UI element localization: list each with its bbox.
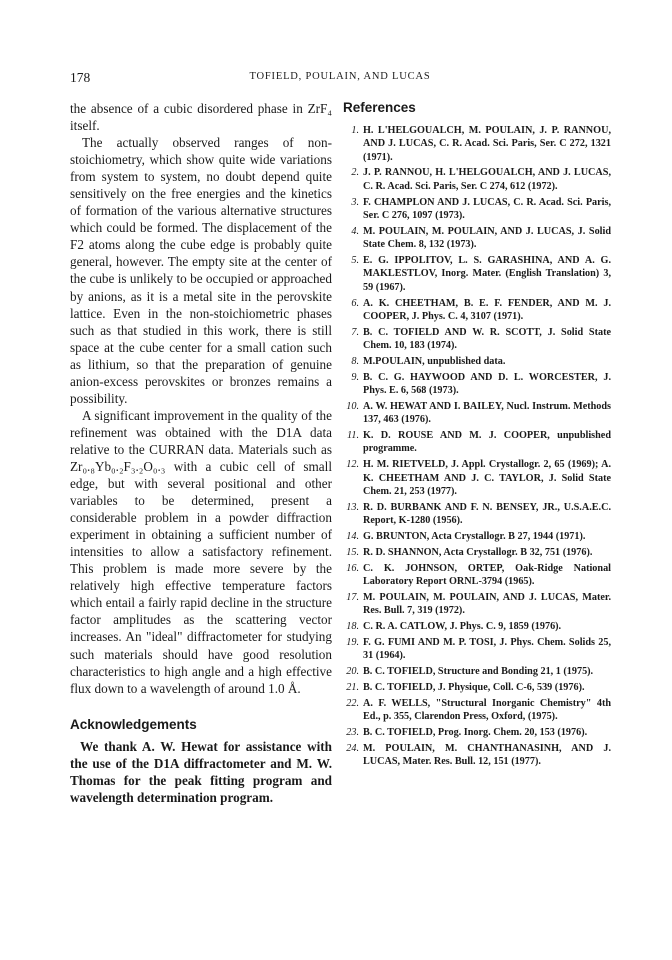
reference-text: F. G. FUMI AND M. P. TOSI, J. Phys. Chem. Solids 25, 31 (1964). — [363, 637, 611, 662]
reference-item — [343, 501, 611, 528]
reference-text: G. BRUNTON, Acta Crystallogr. B 27, 1944 (1971). — [363, 531, 586, 543]
reference-item — [343, 297, 611, 324]
reference-item — [343, 591, 611, 618]
reference-item — [343, 371, 611, 398]
references-heading: References — [343, 100, 416, 115]
reference-number: 5. — [351, 255, 359, 267]
reference-text: B. C. TOFIELD, J. Physique, Coll. C-6, 539 (1976). — [363, 682, 585, 694]
acknowledgements-text: We thank A. W. Hewat for assistance with the use of the D1A diffractometer and M. W. Thomas for the peak fitting program and wavelength determination program. — [70, 738, 332, 805]
reference-text: C. R. A. CATLOW, J. Phys. C. 9, 1859 (1976). — [363, 621, 562, 633]
page-header — [70, 70, 610, 90]
left-column — [70, 100, 332, 806]
reference-item — [343, 726, 611, 739]
reference-item — [343, 620, 611, 633]
reference-number: 1. — [351, 125, 359, 136]
reference-item — [343, 400, 611, 427]
reference-text: R. D. BURBANK AND F. N. BENSEY, JR., U.S.A.E.C. Report, K-1280 (1956). — [363, 501, 611, 527]
reference-text: M. POULAIN, M. POULAIN, AND J. LUCAS, J. Solid State Chem. 8, 132 (1973). — [363, 225, 611, 251]
reference-number: 9. — [351, 371, 359, 383]
reference-text: M.POULAIN, unpublished data. — [363, 355, 506, 367]
reference-item — [343, 124, 611, 164]
reference-item — [343, 636, 611, 663]
reference-number: 24. — [346, 743, 359, 755]
references-list — [343, 124, 611, 769]
reference-item — [343, 196, 611, 223]
reference-item — [343, 326, 611, 353]
reference-item — [343, 355, 611, 368]
reference-number: 18. — [346, 621, 359, 633]
body-paragraph-3: A significant improvement in the quality of the refinement was obtained with the D1A data relative to the CURRAN data. Materials such as Zr₀.₈Yb₀.₂F₃.₂O₀.₃ with a cubic cell of small edge, but with several positional and other variables to be determined, present a considerable problem in a powder diffraction experiment in obtaining a sufficient number of intensities to allow a satisfactory refinement. This problem is made more severe by the relatively high effective temperature factors which entail a fairly rapid decline in the structure factor amplitudes as the scattering vector increases. An "ideal" diffractometer for studying such materials should have good resolution characteristics to high angle and a high effective flux down to a wavelength of around 1.0 Å. — [70, 407, 332, 696]
reference-number: 20. — [346, 666, 359, 678]
reference-item — [343, 254, 611, 294]
reference-number: 17. — [346, 592, 359, 603]
reference-number: 3. — [351, 196, 359, 208]
reference-text: C. K. JOHNSON, ORTEP, Oak-Ridge National Laboratory Report ORNL-3794 (1965). — [363, 562, 611, 588]
reference-text: H. L'HELGOUALCH, M. POULAIN, J. P. RANNOU, AND J. LUCAS, C. R. Acad. Sci. Paris, Ser. C 272, 1321 (1971). — [363, 125, 611, 163]
reference-text: B. C. TOFIELD, Prog. Inorg. Chem. 20, 153 (1976). — [363, 727, 588, 739]
reference-item — [343, 429, 611, 456]
reference-text: B. C. TOFIELD AND W. R. SCOTT, J. Solid State Chem. 10, 183 (1974). — [363, 326, 611, 352]
reference-number: 8. — [351, 355, 359, 367]
reference-number: 7. — [351, 326, 359, 338]
reference-item — [343, 681, 611, 694]
reference-text: A. F. WELLS, "Structural Inorganic Chemistry" 4th Ed., p. 355, Clarendon Press, Oxford, (1975). — [363, 698, 611, 723]
body-paragraph-1: the absence of a cubic disordered phase in ZrF₄ itself. — [70, 101, 332, 134]
reference-item — [343, 562, 611, 589]
reference-number: 15. — [346, 546, 359, 558]
reference-item — [343, 742, 611, 769]
reference-number: 10. — [346, 400, 359, 412]
page-number: 178 — [70, 70, 91, 85]
reference-number: 19. — [346, 637, 359, 649]
reference-number: 13. — [346, 501, 359, 513]
reference-text: K. D. ROUSE AND M. J. COOPER, unpublished programme. — [363, 430, 611, 455]
reference-item — [343, 546, 611, 559]
reference-item — [343, 530, 611, 543]
reference-text: B. C. G. HAYWOOD AND D. L. WORCESTER, J. Phys. E. 6, 568 (1973). — [363, 371, 611, 397]
reference-text: M. POULAIN, M. CHANTHANASINH, AND J. LUCAS, Mater. Res. Bull. 12, 151 (1977). — [363, 743, 611, 768]
reference-text: B. C. TOFIELD, Structure and Bonding 21, 1 (1975). — [363, 666, 594, 678]
reference-number: 2. — [351, 167, 359, 179]
acknowledgements-heading: Acknowledgements — [70, 716, 197, 732]
reference-text: M. POULAIN, M. POULAIN, AND J. LUCAS, Mater. Res. Bull. 7, 319 (1972). — [363, 592, 611, 617]
reference-number: 14. — [346, 531, 359, 543]
running-head: TOFIELD, POULAIN, AND LUCAS — [249, 71, 431, 82]
reference-text: F. CHAMPLON AND J. LUCAS, C. R. Acad. Sci. Paris, Ser. C 276, 1097 (1973). — [363, 196, 611, 221]
reference-item — [343, 458, 611, 498]
reference-item — [343, 166, 611, 193]
reference-text: J. P. RANNOU, H. L'HELGOUALCH, AND J. LUCAS, C. R. Acad. Sci. Paris, Ser. C 274, 612 (1972). — [363, 167, 611, 192]
body-paragraph-2: The actually observed ranges of non-stoichiometry, which show quite wide variations from system to system, no doubt depend quite sensitively on the free energies and the kinetics of formation of the various alternative structures which could be formed. The displacement of the F2 atoms along the cube edge is probably quite general, however. The empty site at the center of the cube is unlikely to be occupied or approached by anions, as it is a metal site in the perovskite lattice. Even in the non-stoichiometric phases such as that studied in this work, there is still space at the cube center for a small cation such as lithium, so that the preparation of genuine anion-excess perovskites or bronzes remains a possibility. — [70, 135, 332, 406]
reference-number: 11. — [347, 430, 359, 442]
reference-item — [343, 697, 611, 724]
reference-text: A. K. CHEETHAM, B. E. F. FENDER, AND M. J. COOPER, J. Phys. C. 4, 3107 (1971). — [363, 297, 611, 322]
reference-number: 4. — [351, 225, 359, 237]
reference-text: E. G. IPPOLITOV, L. S. GARASHINA, AND A. G. MAKLESTLOV, Inorg. Mater. (English Translation) 3, 59 (1967). — [363, 255, 611, 293]
reference-item — [343, 665, 611, 678]
right-column — [343, 100, 611, 771]
reference-number: 16. — [346, 562, 359, 574]
reference-text: R. D. SHANNON, Acta Crystallogr. B 32, 751 (1976). — [363, 546, 593, 558]
reference-number: 6. — [351, 297, 359, 309]
reference-item — [343, 225, 611, 252]
reference-text: H. M. RIETVELD, J. Appl. Crystallogr. 2, 65 (1969); A. K. CHEETHAM AND J. C. TAYLOR, J. Solid State Chem. 21, 253 (1977). — [363, 459, 611, 497]
reference-number: 21. — [346, 682, 359, 694]
reference-text: A. W. HEWAT AND I. BAILEY, Nucl. Instrum. Methods 137, 463 (1976). — [363, 400, 611, 426]
reference-number: 23. — [346, 727, 359, 739]
reference-number: 22. — [346, 698, 359, 710]
reference-number: 12. — [346, 459, 359, 471]
